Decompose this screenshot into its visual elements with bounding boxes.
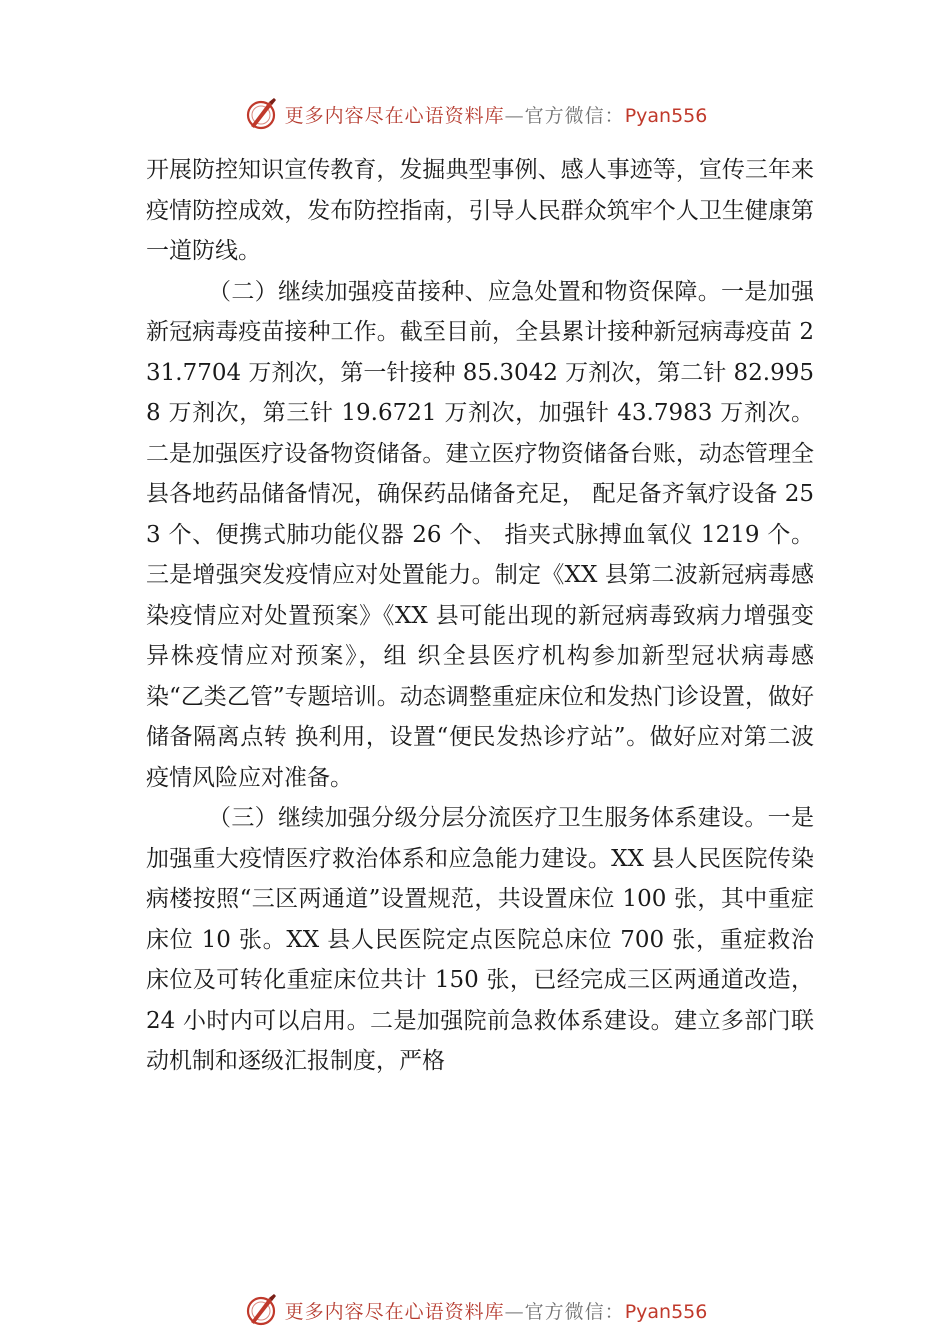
watermark-title: 更多内容尽在心语资料库 (284, 1300, 505, 1323)
watermark-wechat-id: Pyan556 (624, 104, 708, 127)
paragraph-section-3: （三）继续加强分级分层分流医疗卫生服务体系建设。一是加强重大疫情医疗救治体系和应急能力建设。XX 县人民医院传染病楼按照“三区两通道”设置规范，共设置床位 100 张，其中重症床位 10 张。XX 县人民医院定点医院总床位 700 张，重症救治床位及可转化重症床位共计 150 张，已经完成三区两通道改造，24 小时内可以启用。二是加强院前急救体系建设。建立多部门联动机制和逐级汇报制度，严格 (146, 805, 814, 1074)
watermark-dash: — (504, 1300, 525, 1323)
watermark-text (285, 1297, 708, 1324)
document-body (146, 150, 814, 1082)
pen-logo-icon (243, 1292, 279, 1328)
watermark-wechat-label: 官方微信： (524, 104, 625, 127)
paragraph-continued: 开展防控知识宣传教育，发掘典型事例、感人事迹等，宣传三年来疫情防控成效，发布防控指南，引导人民群众筑牢个人卫生健康第一道防线。 (146, 157, 814, 264)
watermark-wechat-id: Pyan556 (624, 1300, 708, 1323)
watermark-dash: — (504, 104, 525, 127)
footer-watermark (0, 1290, 950, 1330)
paragraph-section-2: （二）继续加强疫苗接种、应急处置和物资保障。一是加强新冠病毒疫苗接种工作。截至目前，全县累计接种新冠病毒疫苗 231.7704 万剂次，第一针接种 85.3042 万剂次，第二针 82.9958 万剂次，第三针 19.6721 万剂次，加强针 43.7983 万剂次。二是加强医疗设备物资储备。建立医疗物资储备台账，动态管理全县各地药品储备情况，确保药品储备充足， 配足备齐氧疗设备 253 个、便携式肺功能仪器 26 个、 指夹式脉搏血氧仪 1219 个。三是增强突发疫情应对处置能力。制定《XX 县第二波新冠病毒感染疫情应对处置预案》《XX 县可能出现的新冠病毒致病力增强变异株疫情应对预案》，组 织全县医疗机构参加新型冠状病毒感染“乙类乙管”专题培训。动态调整重症床位和发热门诊设置，做好储备隔离点转 换利用，设置“便民发热诊疗站”。做好应对第二波疫情风险应对准备。 (146, 278, 814, 791)
watermark-title: 更多内容尽在心语资料库 (284, 104, 505, 127)
header-watermark (0, 94, 950, 134)
watermark-wechat-label: 官方微信： (524, 1300, 625, 1323)
pen-logo-icon (243, 96, 279, 132)
watermark-text (285, 101, 708, 128)
